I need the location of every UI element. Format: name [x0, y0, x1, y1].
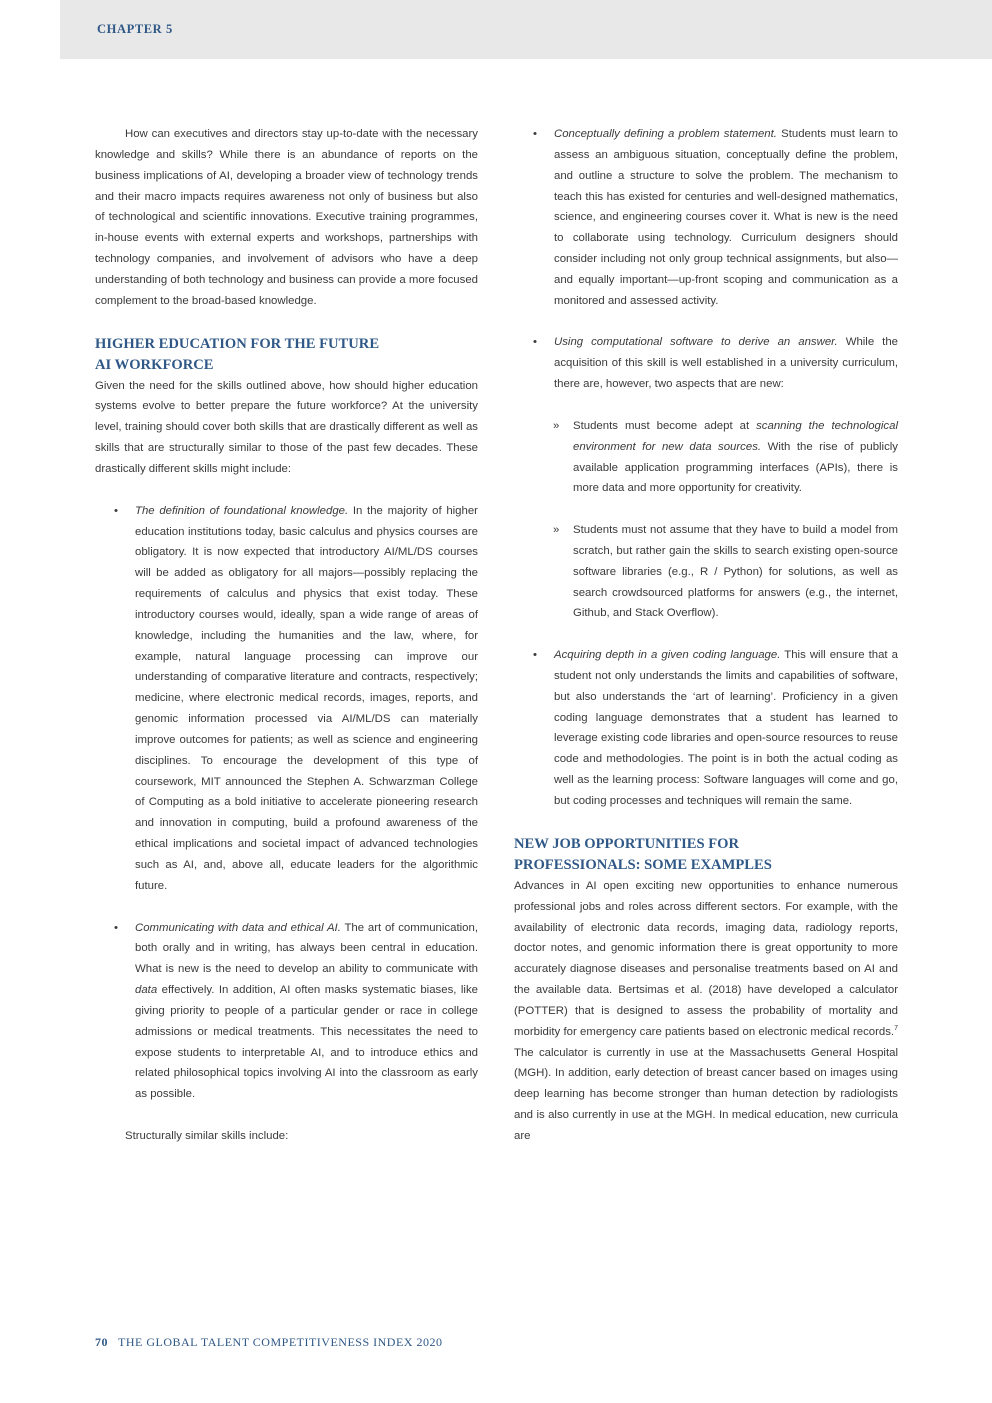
sub-bullet-icon: » [553, 524, 560, 537]
chapter-header-band [60, 0, 992, 59]
footnote-reference: 7 [894, 1024, 898, 1032]
bullet-computational-software: • Using computational software to derive an answer. While the acquisition of this skill is well established in a university curriculum, there are, however, two aspects that are new: [514, 332, 898, 395]
chapter-label: CHAPTER 5 [97, 22, 173, 36]
bullet-problem-statement: • Conceptually defining a problem statement. Students must learn to assess an ambiguous situation, conceptually define the problem, and outline a structure to solve the problem. The mechanism to teach this has existed for centuries and well-designed mathematics, science, and engineering courses cover it. What is new is the need to collaborate using technology. Curriculum designers should consider including not only group technical assignments, but also—and equally important—up-front scoping and communication as a monitored and assessed activity. [514, 124, 898, 312]
section-heading-higher-education: HIGHER EDUCATION FOR THE FUTURE AI WORKFORCE [95, 335, 380, 373]
section-heading-job-opportunities: NEW JOB OPPORTUNITIES FOR PROFESSIONALS: SOME EXAMPLES [514, 835, 772, 873]
publication-title: THE GLOBAL TALENT COMPETITIVENESS INDEX 2020 [118, 1335, 443, 1349]
bullet-icon: • [114, 504, 118, 517]
higher-education-paragraph: Given the need for the skills outlined above, how should higher education systems evolve to better prepare the future workforce? At the university level, training should cover both skills that are drastically different as well as skills that are structurally similar to those of the past few decades. These drastically different skills might include: [95, 379, 478, 475]
bullet-communicating-with-data: • Communicating with data and ethical AI. The art of communication, both orally and in writing, has always been central in education. What is new is the need to develop an ability to communicate with data effectively. In addition, AI often masks systematic biases, like giving priority to people of a particular gender or race in college admissions or medical treatments. This necessitates the need to expose students to interpretable AI, and to introduce ethics and related philosophical topics involving AI into the classroom as early as possible. [95, 918, 478, 1106]
bullet-foundational-knowledge: • The definition of foundational knowledge. In the majority of higher education institutions today, basic calculus and physics courses are obligatory. It is now expected that introductory AI/ML/DS courses will be added as obligatory for all majors—possibly replacing the requirements of calculus and physics that exist today. These introductory courses would, ideally, span a wide range of areas of knowledge, including the humanities and the law, where, for example, natural language processing can improve our understanding of comparative literature and contracts, respectively; medicine, where electronic medical records, images, reports, and genomic information processed via AI/ML/DS can materially improve outcomes for patients; as well as science and engineering disciplines. To encourage the development of this type of coursework, MIT announced the Stephen A. Schwarzman College of Computing as a bold initiative to accelerate pioneering research and innovation in computing, build a profound awareness of the ethical implications and societal impact of advanced technologies such as AI, and, above all, educate leaders for the algorithmic future. [95, 501, 478, 897]
bullet-icon: • [114, 921, 118, 934]
left-column [95, 124, 478, 1147]
structurally-similar-intro: Structurally similar skills include: [125, 1129, 289, 1142]
page-number: 70 [95, 1335, 108, 1349]
sub-bullet-open-source: » Students must not assume that they have to build a model from scratch, but rather gain the skills to search existing open-source software libraries (e.g., R / Python) for solutions, as well as search crowdsourced platforms for answers (e.g., the internet, Github, and Stack Overflow). [514, 520, 898, 624]
sub-bullet-icon: » [553, 419, 560, 432]
bullet-icon: • [533, 649, 537, 662]
page-footer [95, 1335, 442, 1350]
job-opportunities-paragraph: Advances in AI open exciting new opportunities to enhance numerous professional jobs and roles across different sectors. For example, with the availability of electronic data records, imaging data, radiology reports, doctor notes, and genomic information there is great opportunity to more accurately diagnose diseases and personalise treatments based on AI and the available data. Bertsimas et al. (2018) have developed a calculator (POTTER) that is designed to assess the probability of mortality and morbidity for emergency care patients based on electronic medical records.$^7$ The calculator is currently in use at the Massachusetts General Hospital (MGH). In addition, early detection of breast cancer based on images using deep learning has become stronger than human detection by radiologists and is also currently in use at the MGH. In medical education, new curricula are [514, 879, 898, 1142]
intro-paragraph: How can executives and directors stay up-to-date with the necessary knowledge and skills? While there is an abundance of reports on the business implications of AI, developing a broader view of technology trends and their macro impacts requires awareness not only of business but also of technological and scientific innovations. Executive training programmes, in-house events with external experts and workshops, partnerships with technology companies, and involvement of advisors who have a deep understanding of both technology and business can provide a more focused complement to the broad-based knowledge. [95, 128, 478, 307]
bullet-icon: • [533, 336, 537, 349]
sub-bullet-data-sources: » Students must become adept at scanning the technological environment for new data sources. With the rise of publicly available application programming interfaces (APIs), there is more data and more opportunity for creativity. [514, 416, 898, 499]
right-column [514, 124, 898, 1147]
bullet-icon: • [533, 128, 537, 140]
bullet-coding-language: • Acquiring depth in a given coding language. This will ensure that a student not only understands the limits and capabilities of software, but also understands the ‘art of learning’. Proficiency in a given coding language demonstrates that a student has learned to leverage existing code libraries and open-source resources to reuse code and methodologies. The point is in both the actual coding as well as the learning process: Software languages will come and go, but coding processes and techniques will remain the same. [514, 645, 898, 812]
